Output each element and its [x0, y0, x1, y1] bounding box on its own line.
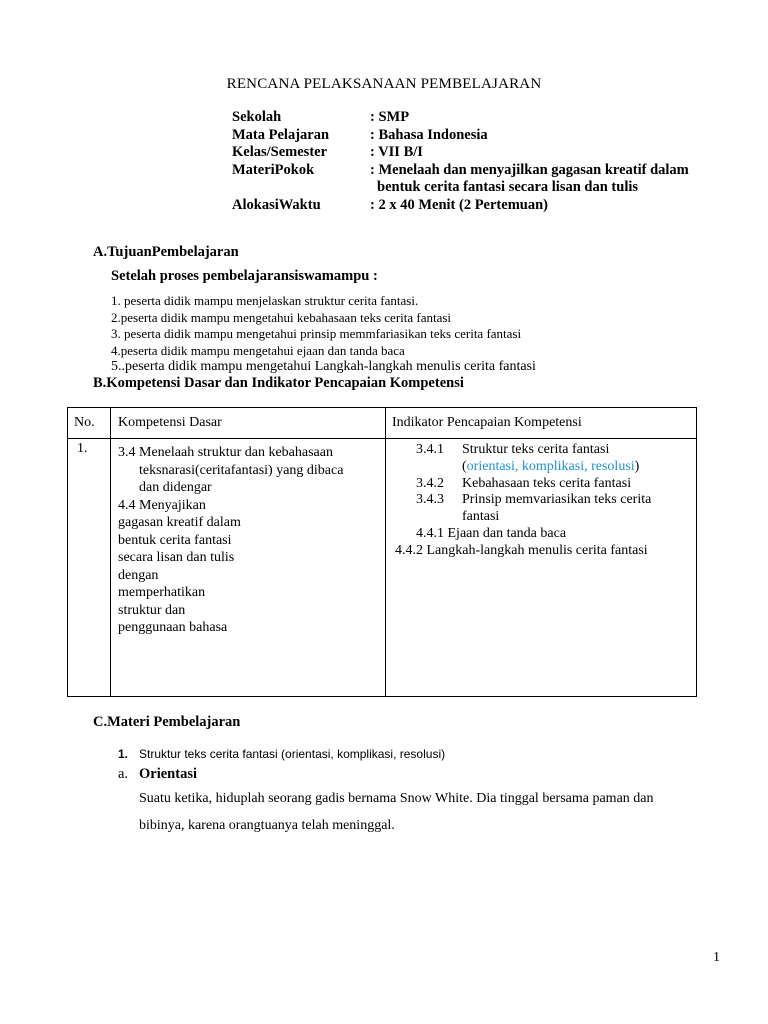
- info-row-materi: [232, 162, 689, 180]
- list-item: 5..peserta didik mampu mengetahui Langkah-langkah menulis cerita fantasi: [111, 359, 536, 375]
- indicator-text: Prinsip memvariasikan teks cerita: [462, 492, 652, 508]
- kd-line: dengan: [118, 567, 159, 583]
- kd-line: 3.4 Menelaah struktur dan kebahasaan: [118, 445, 333, 460]
- kd-line: secara lisan dan tulis: [118, 550, 235, 565]
- info-label: AlokasiWaktu: [232, 196, 321, 213]
- sub-title: Struktur teks cerita fantasi (orientasi, komplikasi, resolusi): [139, 747, 446, 761]
- section-c-heading: C.Materi Pembelajaran: [93, 714, 241, 730]
- info-label: Mata Pelajaran: [232, 126, 330, 143]
- indicator-number: 3.4.3: [416, 492, 444, 508]
- indicator-item: 4.4.2 Langkah-langkah menulis cerita fantasi: [395, 542, 648, 558]
- list-item: 3. peserta didik mampu mengetahui prinsip memmfariasikan teks cerita fantasi: [111, 326, 522, 342]
- page-number: 1: [713, 950, 720, 965]
- info-value: : VII B/I: [370, 144, 423, 160]
- info-value: bentuk cerita fantasi secara lisan dan tulis: [377, 179, 639, 195]
- paragraph-line: Suatu ketika, hiduplah seorang gadis bernama Snow White. Dia tinggal bersama paman dan: [139, 791, 654, 806]
- indicator-text-cont: fantasi: [462, 509, 500, 525]
- indicator-text: Struktur teks cerita fantasi: [462, 442, 610, 457]
- kd-line: 4.4 Menyajikan: [118, 497, 206, 513]
- list-item: 4.peserta didik mampu mengetahui ejaan dan tanda baca: [111, 342, 405, 358]
- sub-number: 1.: [118, 747, 129, 761]
- paragraph-line: bibinya, karena orangtuanya telah meninggal.: [139, 818, 395, 833]
- kd-line: gagasan kreatif dalam: [118, 515, 241, 530]
- indicator-item: [386, 476, 696, 493]
- list-item: 1. peserta didik mampu menjelaskan struktur cerita fantasi.: [111, 293, 419, 308]
- table-row: [68, 439, 697, 697]
- info-row-alokasi: [232, 197, 689, 215]
- info-label: Sekolah: [232, 109, 282, 125]
- indicator-item: [386, 492, 696, 509]
- indicator-item: 4.4.1 Ejaan dan tanda baca: [416, 525, 567, 541]
- kd-line: struktur dan: [118, 602, 186, 618]
- info-row-mapel: [232, 127, 689, 145]
- info-value: : Menelaah dan menyajilkan gagasan kreatif dalam: [370, 161, 689, 178]
- material-subheading: [118, 747, 445, 761]
- section-a-intro: Setelah proses pembelajaransiswamampu :: [111, 268, 378, 284]
- kd-cell: [111, 439, 386, 697]
- info-value: : 2 x 40 Menit (2 Pertemuan): [370, 196, 548, 213]
- header-indikator: Indikator Pencapaian Kompetensi: [386, 408, 697, 439]
- row-number: 1.: [68, 439, 111, 697]
- document-title: RENCANA PELAKSANAAN PEMBELAJARAN: [226, 76, 542, 92]
- info-block: [232, 109, 689, 214]
- info-value: : SMP: [370, 109, 410, 125]
- paren-open: (: [462, 458, 467, 474]
- indicator-cell: [386, 439, 697, 697]
- section-a-heading: A.TujuanPembelajaran: [93, 244, 239, 260]
- header-no: No.: [68, 408, 111, 439]
- kd-line: bentuk cerita fantasi: [118, 532, 232, 548]
- kd-line: dan didengar: [139, 480, 212, 495]
- kd-line: memperhatikan: [118, 585, 206, 600]
- paren-close: ): [634, 458, 640, 474]
- indicator-item: [386, 442, 696, 459]
- table-header-row: [68, 408, 697, 439]
- competency-table: [67, 407, 697, 697]
- item-letter: a.: [118, 766, 129, 782]
- orientasi-heading: [118, 766, 197, 783]
- item-title: Orientasi: [139, 766, 197, 782]
- info-row-sekolah: [232, 109, 689, 127]
- info-label: Kelas/Semester: [232, 144, 328, 160]
- info-label: MateriPokok: [232, 161, 315, 178]
- info-row-kelas: [232, 144, 689, 162]
- indicator-list: [386, 439, 696, 560]
- indicator-detail: orientasi, komplikasi, resolusi: [466, 458, 635, 474]
- indicator-detail-line: [386, 459, 696, 476]
- kd-line: penggunaan bahasa: [118, 620, 228, 635]
- indicator-number: 3.4.2: [416, 475, 444, 491]
- list-item: 2.peserta didik mampu mengetahui kebahasaan teks cerita fantasi: [111, 309, 452, 325]
- section-b-heading: B.Kompetensi Dasar dan Indikator Pencapaian Kompetensi: [93, 375, 464, 391]
- objectives-list: [111, 293, 536, 376]
- info-value: : Bahasa Indonesia: [370, 126, 488, 143]
- info-row-materi-cont: [232, 179, 689, 197]
- kd-line: teksnarasi(ceritafantasi) yang dibaca: [139, 462, 344, 478]
- kd-text: [111, 439, 385, 637]
- indicator-text: Kebahasaan teks cerita fantasi: [462, 475, 632, 491]
- indicator-number: 3.4.1: [416, 442, 444, 457]
- header-kd: Kompetensi Dasar: [111, 408, 386, 439]
